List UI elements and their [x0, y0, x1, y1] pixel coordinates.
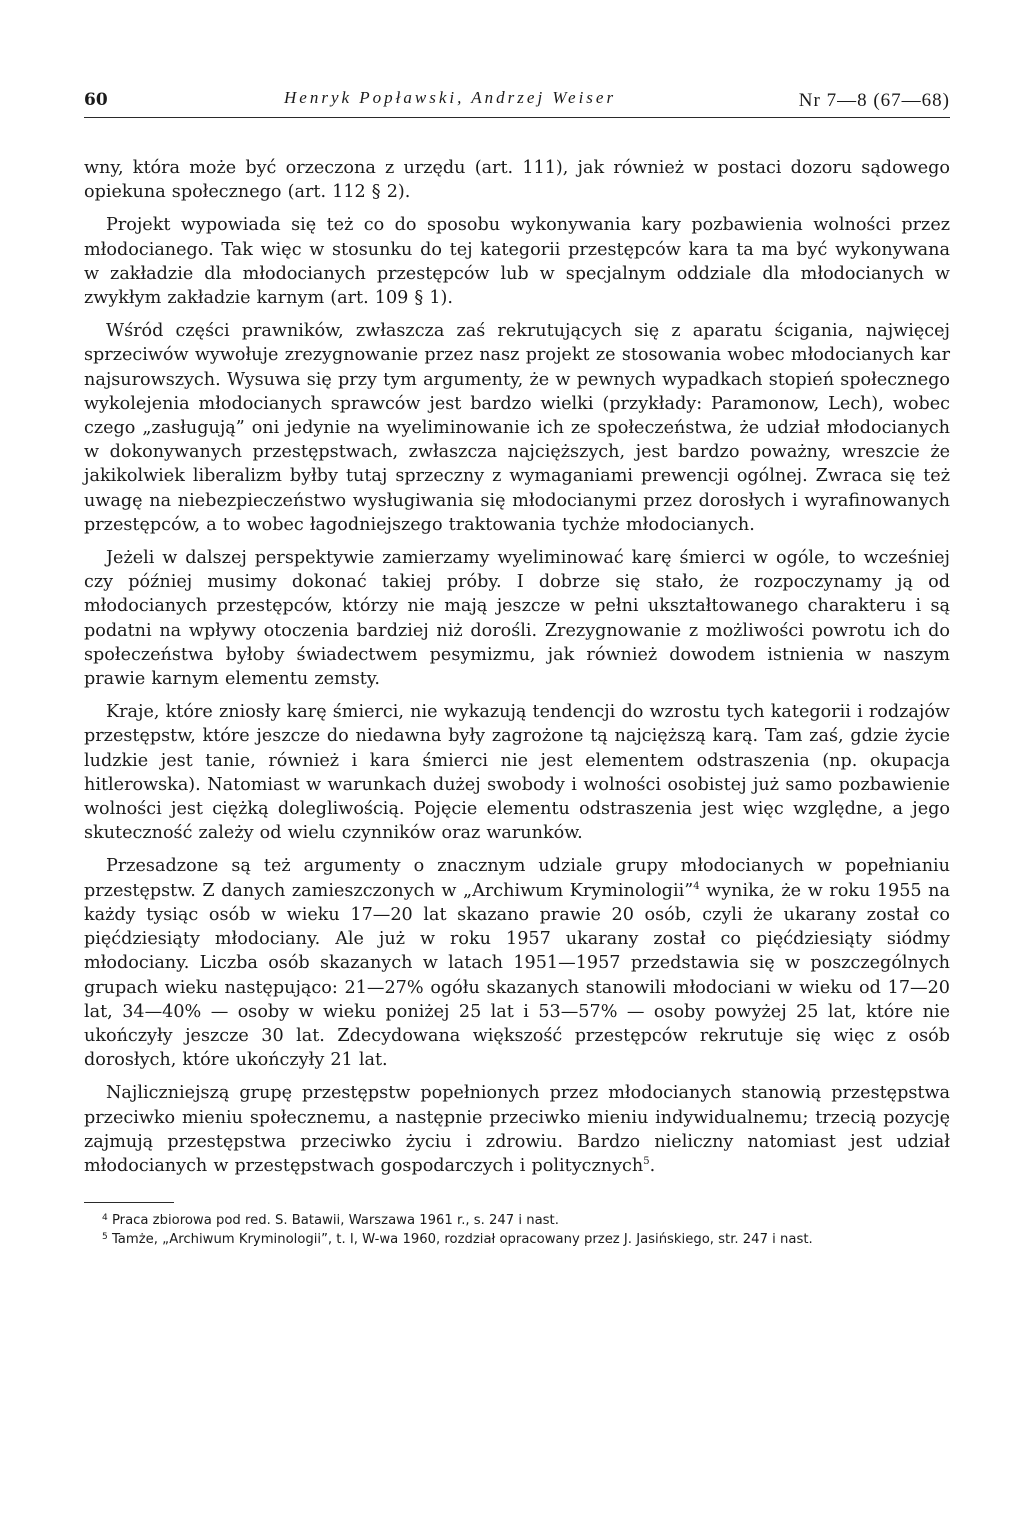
paragraph-6-text-a: Przesadzone są też argumenty o znacznym udziale grupy młodocianych w popełnianiu przestępstw. Z danych zamieszczonych w „Archiwum Kryminologii” [84, 856, 950, 901]
paragraph-7-text-a: Najliczniejszą grupę przestępstw popełnionych przez młodocianych stanowią przestępstwa przeciwko mieniu społecznemu, a następnie przeciwko mieniu indywidualnemu; trzecią pozycję zajmują przestępstwa przeciwko życiu i zdrowiu. Bardzo nieliczny natomiast jest udział młodocianych w przestępstwach gospodarczych i politycznych [84, 1083, 950, 1176]
paragraph-3: Wśród części prawników, zwłaszcza zaś rekrutujących się z aparatu ścigania, najwięcej sprzeciwów wywołuje zrezygnowanie przez nasz projekt ze stosowania wobec młodocianych kar najsurowszych. Wysuwa się przy tym argumenty, że w pewnych wypadkach stopień społecznego wykolejenia młodocianych sprawców jest bardzo wielki (przykłady: Paramonow, Lech), wobec czego „zasługują” oni jedynie na wyeliminowanie ich ze społeczeństwa, że udział młodocianych w dokonywanych przestępstwach, zwłaszcza najcięższych, jest bardzo poważny, wreszcie że jakikolwiek liberalizm byłby tutaj sprzeczny z wymaganiami prewencji ogólnej. Zwraca się też uwagę na niebezpieczeństwo wysługiwania się młodocianymi przez dorosłych i wyrafinowanych przestępców, a to wobec łagodniejszego traktowania tychże młodocianych. [84, 321, 950, 535]
footnotes [84, 1211, 950, 1249]
running-head-authors: Henryk Popławski, Andrzej Weiser [284, 88, 617, 107]
paragraph-6 [84, 854, 950, 1072]
footnote-5-text: Tamże, „Archiwum Kryminologii”, t. I, W-wa 1960, rozdział opracowany przez J. Jasińskiego, str. 247 i nast. [111, 1232, 813, 1248]
page [84, 85, 950, 1249]
footnote-rule [84, 1202, 174, 1203]
body-text [84, 156, 950, 1178]
paragraph-4: Jeżeli w dalszej perspektywie zamierzamy wyeliminować karę śmierci w ogóle, to wcześniej czy później musimy dokonać takiej próby. I dobrze się stało, że rozpoczynamy ją od młodocianych przestępców, którzy nie mają jeszcze w pełni ukształtowanego charakteru i są podatni na wpływy otoczenia bardziej niż dorośli. Zrezygnowanie z możliwości powrotu ich do społeczeństwa byłoby świadectwem pesymizmu, jak również dowodem istnienia w naszym prawie karnym elementu zemsty. [84, 548, 950, 690]
paragraph-5: Kraje, które zniosły karę śmierci, nie wykazują tendencji do wzrostu tych kategorii i rodzajów przestępstw, które jeszcze do niedawna były zagrożone tą najcięższą karą. Tam zaś, gdzie życie ludzkie jest tanie, również i kara śmierci nie jest elementem odstraszenia (np. okupacja hitlerowska). Natomiast w warunkach dużej swobody i wolności osobistej już samo pozbawienie wolności jest ciężką dolegliwością. Pojęcie elementu odstraszenia jest więc względne, a jego skuteczność zależy od wielu czynników oraz warunków. [84, 702, 950, 844]
footnote-ref-5[interactable]: 5 [643, 1155, 650, 1167]
footnote-mark-4: 4 [102, 1213, 108, 1224]
paragraph-6-text-b: wynika, że w roku 1955 na każdy tysiąc osób w wieku 17—20 lat skazano prawie 20 osób, czyli że ukarany został co pięćdziesiąty młodociany. Ale już w roku 1957 ukarany został co pięćdziesiąty siódmy młodociany. Liczba osób skazanych w latach 1951—1957 przedstawia się w poszczególnych grupach wieku następująco: 21—27% ogółu skazanych stanowili młodociani w wieku od 17—20 lat, 34—40% — osoby w wieku poniżej 25 lat i 53—57% — osoby powyżej 25 lat, które nie ukończyły jeszcze 30 lat. Zdecydowana większość przestępców rekrutuje się więc z osób dorosłych, które ukończyły 21 lat. [84, 880, 950, 1071]
paragraph-7-text-b: . [649, 1155, 656, 1176]
paragraph-7 [84, 1081, 950, 1178]
running-head [84, 85, 950, 113]
footnote-5 [84, 1230, 950, 1249]
footnote-ref-4[interactable]: 4 [693, 880, 700, 892]
footnote-mark-5: 5 [102, 1232, 108, 1243]
page-number: 60 [84, 90, 108, 110]
paragraph-2: Projekt wypowiada się też co do sposobu wykonywania kary pozbawienia wolności przez młodocianego. Tak więc w stosunku do tej kategorii przestępców kara ta ma być wykonywana w zakładzie dla młodocianych przestępców lub w specjalnym oddziale dla młodocianych w zwykłym zakładzie karnym (art. 109 § 1). [84, 215, 950, 309]
footnote-4-text: Praca zbiorowa pod red. S. Batawii, Warszawa 1961 r., s. 247 i nast. [111, 1213, 559, 1229]
running-head-issue: Nr 7—8 (67—68) [798, 90, 950, 111]
paragraph-1: wny, która może być orzeczona z urzędu (art. 111), jak również w postaci dozoru sądowego opiekuna społecznego (art. 112 § 2). [84, 158, 950, 203]
footnote-4 [84, 1211, 950, 1230]
header-rule [84, 117, 950, 118]
